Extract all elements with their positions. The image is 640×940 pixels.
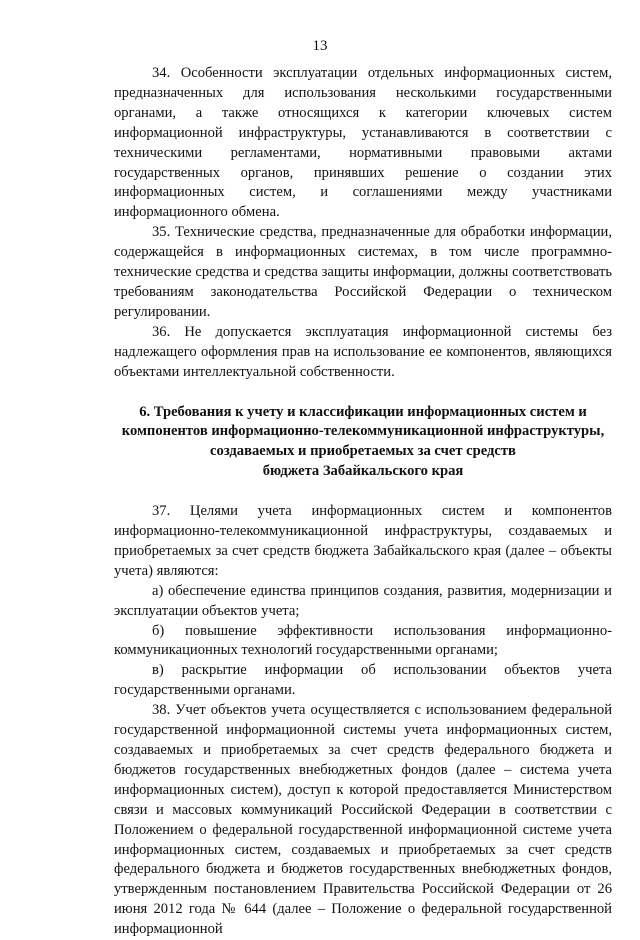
section-heading bbox=[114, 403, 612, 483]
section-heading-line: компонентов информационно-телекоммуникационной инфраструктуры, bbox=[121, 423, 605, 440]
section-heading-line: создаваемых и приобретаемых за счет средств bbox=[210, 443, 516, 460]
paragraph-34: 34. Особенности эксплуатации отдельных информационных систем, предназначенных для использования несколькими государственными органами, а также относящихся к категории ключевых систем информационной инфраструктуры, устанавливаются в соответствии с техническими регламентами, нормативными правовыми актами государственных органов, принявших решение о создании этих информационных систем, и соглашениями между участниками информационного обмена. bbox=[114, 65, 612, 221]
section-heading-line: бюджета Забайкальского края bbox=[262, 463, 464, 480]
paragraph-36: 36. Не допускается эксплуатация информационной системы без надлежащего оформления прав на использование ее компонентов, являющихся объектами интеллектуальной собственности. bbox=[114, 323, 612, 380]
paragraph-38: 38. Учет объектов учета осуществляется с использованием федеральной государственной информационной системы учета информационных систем, создаваемых и приобретаемых за счет средств федерального бюджета и бюджетов государственных внебюджетных фондов (далее – система учета информационных систем), доступ к которой предоставляется Министерством связи и массовых коммуникаций Российской Федерации в соответствии с Положением о федеральной государственной информационной системе учета информационных систем, создаваемых и приобретаемых за счет средств федерального бюджета и бюджетов государственных внебюджетных фондов, утвержденным постановлением Правительства Российской Федерации от 26 июня 2012 года № 644 (далее – Положение о федеральной государственной информационной bbox=[114, 702, 612, 938]
list-item-b: б) повышение эффективности использования информационно-коммуникационных технологий государственными органами; bbox=[114, 622, 612, 659]
paragraph-37: 37. Целями учета информационных систем и компонентов информационно-телекоммуникационной инфраструктуры, создаваемых и приобретаемых за счет средств бюджета Забайкальского края (далее – объекты учета) являются: bbox=[114, 503, 612, 579]
list-item-c: в) раскрытие информации об использовании объектов учета государственными органами. bbox=[114, 662, 612, 699]
section-heading-line: 6. Требования к учету и классификации информационных систем и bbox=[139, 403, 587, 420]
document-body bbox=[114, 64, 612, 940]
page-number: 13 bbox=[312, 38, 328, 54]
list-item-a: а) обеспечение единства принципов создания, развития, модернизации и эксплуатации объектов учета; bbox=[114, 582, 612, 619]
paragraph-35: 35. Технические средства, предназначенные для обработки информации, содержащейся в информационных системах, в том числе программно-технические средства и средства защиты информации, должны соответствовать требованиям законодательства Российской Федерации о техническом регулировании. bbox=[114, 224, 612, 320]
